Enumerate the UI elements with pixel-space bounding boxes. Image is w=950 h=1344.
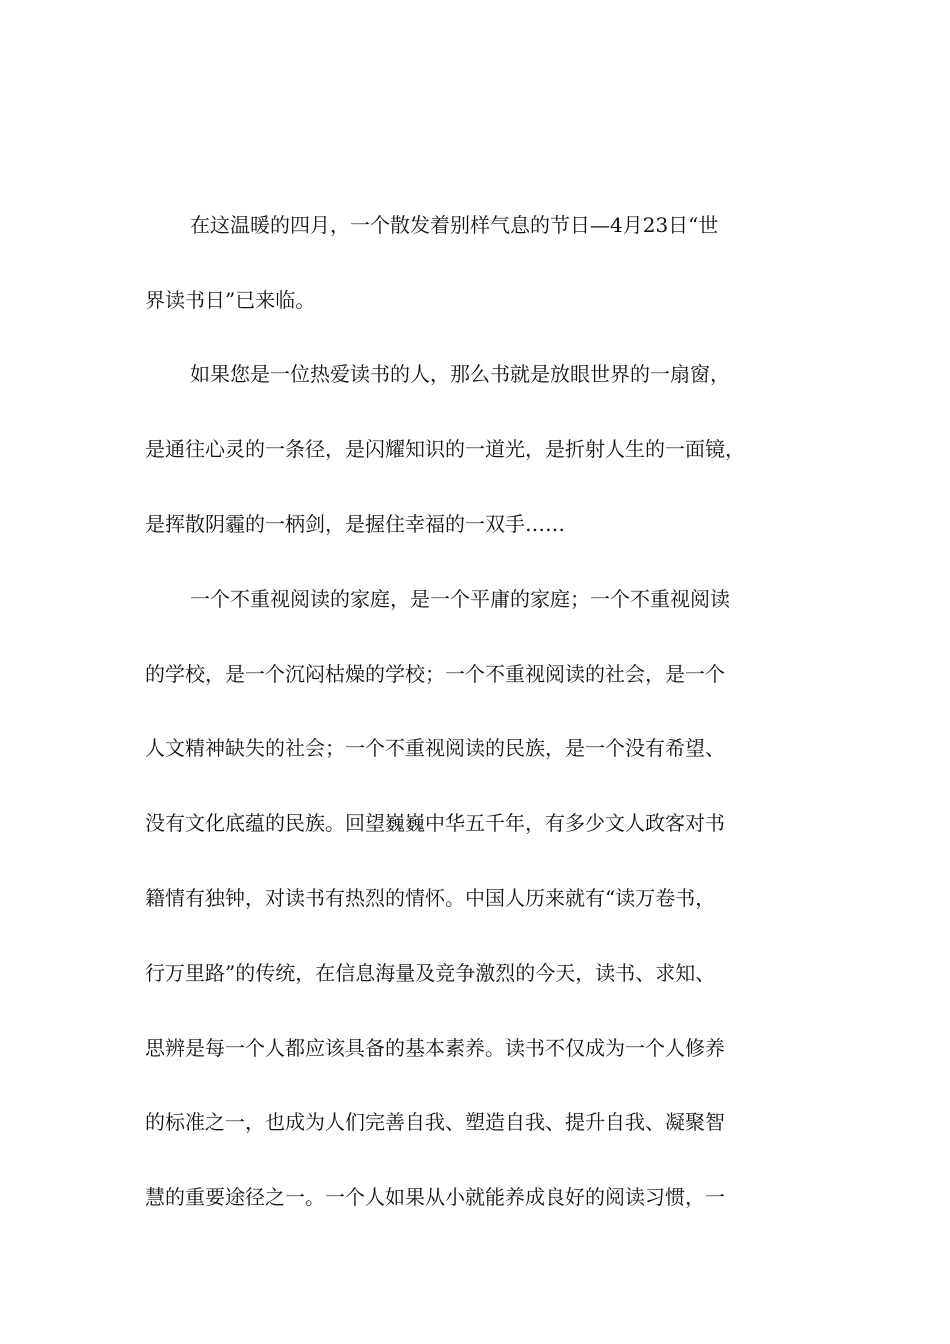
paragraph-2-line-2: 是通往心灵的一条径，是闪耀知识的一道光，是折射人生的一面镜，: [145, 437, 745, 461]
paragraph-3-line-2: 的学校，是一个沉闷枯燥的学校；一个不重视阅读的社会，是一个: [145, 662, 725, 686]
paragraph-3-line-7: 思辨是每一个人都应该具备的基本素养。读书不仅成为一个人修养: [145, 1036, 725, 1060]
paragraph-3-line-5: 籍情有独钟，对读书有热烈的情怀。中国人历来就有“读万卷书，: [145, 886, 716, 910]
paragraph-3-line-3: 人文精神缺失的社会；一个不重视阅读的民族，是一个没有希望、: [145, 736, 725, 760]
paragraph-3-line-6: 行万里路”的传统，在信息海量及竞争激烈的今天，读书、求知、: [145, 961, 716, 985]
paragraph-3-line-9: 慧的重要途径之一。一个人如果从小就能养成良好的阅读习惯，一: [145, 1185, 725, 1209]
paragraph-3-line-1: 一个不重视阅读的家庭，是一个平庸的家庭；一个不重视阅读: [190, 587, 730, 611]
paragraph-3-line-8: 的标准之一，也成为人们完善自我、塑造自我、提升自我、凝聚智: [145, 1110, 725, 1134]
paragraph-2-line-3: 是挥散阴霾的一柄剑，是握住幸福的一双手……: [145, 512, 565, 536]
paragraph-2-line-1: 如果您是一位热爱读书的人，那么书就是放眼世界的一扇窗，: [190, 362, 730, 386]
paragraph-1-line-2: 界读书日”已来临。: [145, 288, 316, 312]
paragraph-3-line-4: 没有文化底蕴的民族。回望巍巍中华五千年，有多少文人政客对书: [145, 811, 725, 835]
paragraph-1-line-1: 在这温暖的四月，一个散发着别样气息的节日—4月23日“世: [190, 213, 719, 237]
